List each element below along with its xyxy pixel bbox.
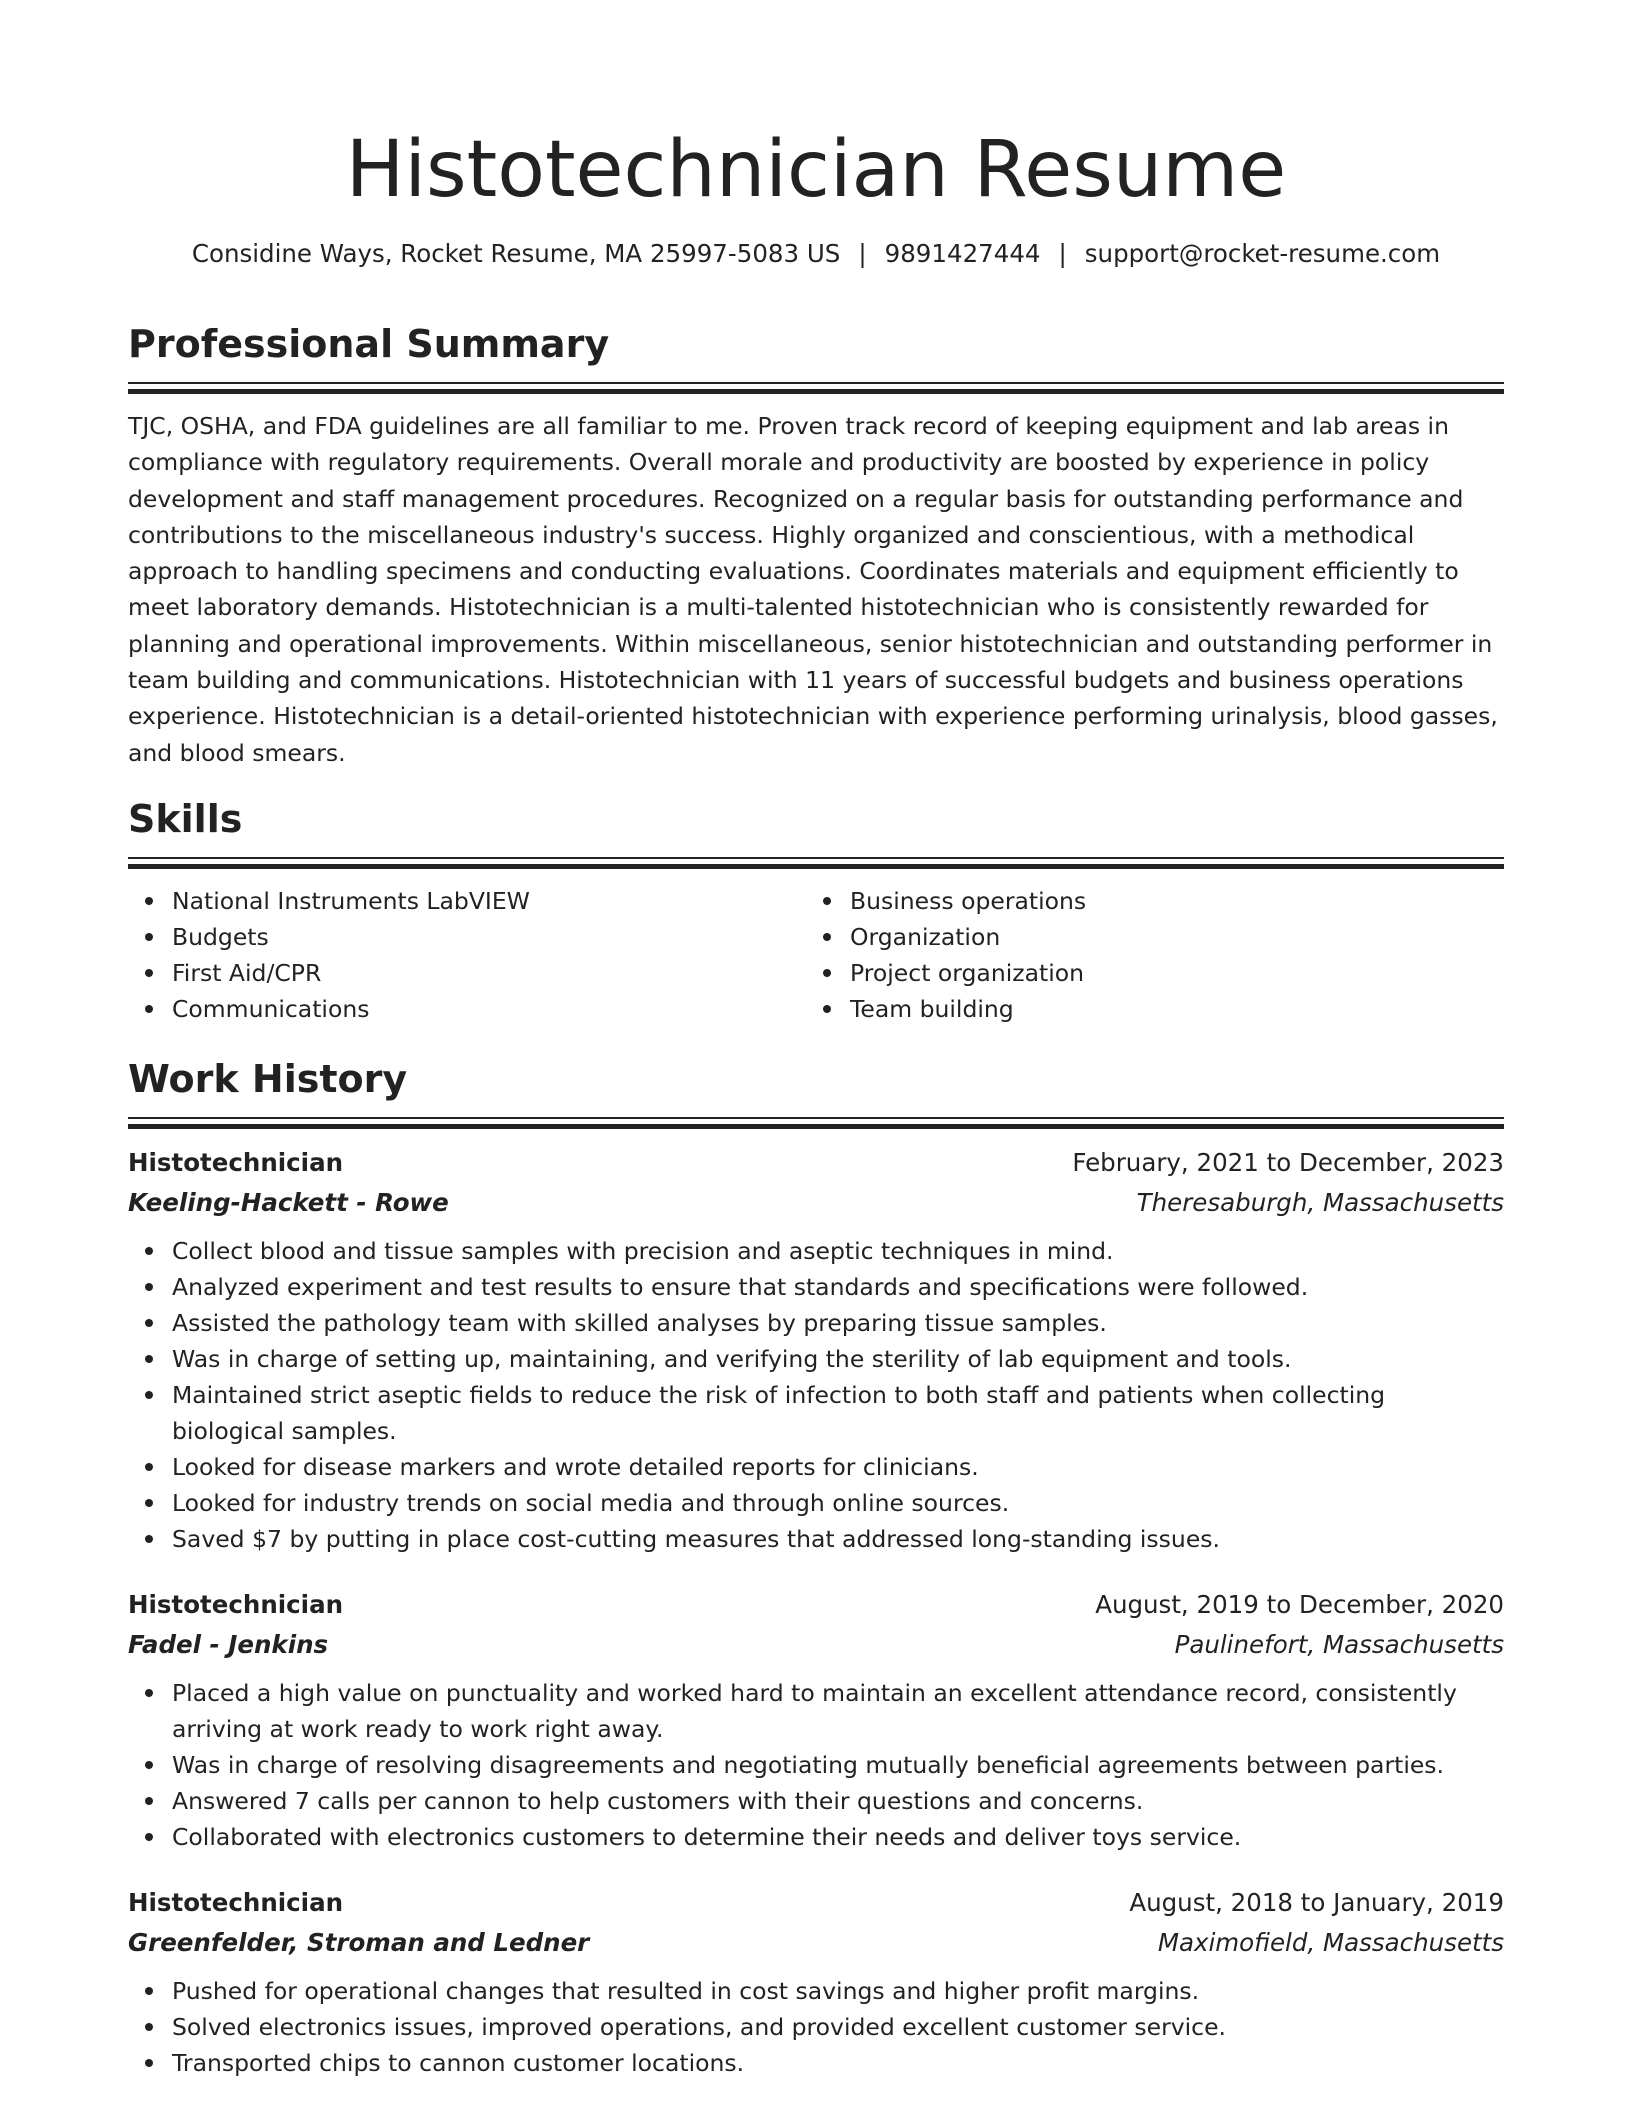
contact-phone: 9891427444	[884, 239, 1041, 268]
summary-section	[128, 318, 1504, 771]
job-dates: August, 2018 to January, 2019	[1129, 1888, 1504, 1917]
skill-item: Communications	[172, 991, 806, 1027]
summary-text: TJC, OSHA, and FDA guidelines are all familiar to me. Proven track record of keeping equipment and lab areas in compliance with regulatory requirements. Overall morale and productivity are boosted by experience in policy development and staff management procedures. Recognized on a regular basis for outstanding performance and contributions to the miscellaneous industry's success. Highly organized and conscientious, with a methodical approach to handling specimens and conducting evaluations. Coordinates materials and equipment efficiently to meet laboratory demands. Histotechnician is a multi-talented histotechnician who is consistently rewarded for planning and operational improvements. Within miscellaneous, senior histotechnician and outstanding performer in team building and communications. Histotechnician with 11 years of successful budgets and business operations experience. Histotechnician is a detail-oriented histotechnician with experience performing urinalysis, blood gasses, and blood smears.	[128, 412, 1498, 767]
job-company: Keeling-Hackett - Rowe	[128, 1188, 449, 1217]
work-history-section	[128, 1053, 1504, 2081]
job-title: Histotechnician	[128, 1888, 344, 1917]
skills-grid	[128, 883, 1504, 1027]
skill-item: Business operations	[850, 883, 1504, 919]
job-bullet: Answered 7 calls per cannon to help customers with their questions and concerns.	[172, 1783, 1504, 1819]
job-bullet: Looked for disease markers and wrote detailed reports for clinicians.	[172, 1449, 1504, 1485]
skill-item: National Instruments LabVIEW	[172, 883, 806, 919]
contact-email: support@rocket-resume.com	[1084, 239, 1441, 268]
skills-list-left	[128, 883, 806, 1027]
job-bullet: Collect blood and tissue samples with precision and aseptic techniques in mind.	[172, 1233, 1504, 1269]
skills-heading: Skills	[128, 797, 243, 841]
skill-item: Budgets	[172, 919, 806, 955]
section-divider	[128, 1117, 1504, 1129]
section-divider	[128, 857, 1504, 869]
job-bullet: Transported chips to cannon customer locations.	[172, 2045, 1504, 2081]
job-bullet: Was in charge of setting up, maintaining, and verifying the sterility of lab equipment and tools.	[172, 1341, 1504, 1377]
job-bullet: Was in charge of resolving disagreements and negotiating mutually beneficial agreements between parties.	[172, 1747, 1504, 1783]
summary-heading: Professional Summary	[128, 322, 610, 366]
job-entry	[128, 1883, 1504, 2081]
skills-section	[128, 793, 1504, 1027]
job-location: Paulinefort, Massachusetts	[1174, 1630, 1504, 1659]
contact-address: Considine Ways, Rocket Resume, MA 25997-5083 US	[191, 239, 841, 268]
contact-line	[128, 236, 1504, 272]
job-bullet: Maintained strict aseptic fields to reduce the risk of infection to both staff and patients when collecting biological samples.	[172, 1377, 1504, 1449]
job-dates: February, 2021 to December, 2023	[1072, 1148, 1504, 1177]
job-bullet: Analyzed experiment and test results to ensure that standards and specifications were followed.	[172, 1269, 1504, 1305]
job-title: Histotechnician	[128, 1590, 344, 1619]
job-location: Theresaburgh, Massachusetts	[1136, 1188, 1504, 1217]
job-dates: August, 2019 to December, 2020	[1095, 1590, 1504, 1619]
job-bullets	[128, 1233, 1504, 1557]
job-bullet: Solved electronics issues, improved operations, and provided excellent customer service.	[172, 2009, 1504, 2045]
job-title: Histotechnician	[128, 1148, 344, 1177]
job-bullet: Assisted the pathology team with skilled analyses by preparing tissue samples.	[172, 1305, 1504, 1341]
job-bullet: Collaborated with electronics customers to determine their needs and deliver toys service.	[172, 1819, 1504, 1855]
skills-list-right	[806, 883, 1504, 1027]
job-company: Greenfelder, Stroman and Ledner	[128, 1928, 590, 1957]
skill-item: First Aid/CPR	[172, 955, 806, 991]
section-divider	[128, 382, 1504, 394]
job-bullets	[128, 1675, 1504, 1855]
job-bullets	[128, 1973, 1504, 2081]
work-history-heading: Work History	[128, 1057, 408, 1101]
skill-item: Project organization	[850, 955, 1504, 991]
job-bullet: Looked for industry trends on social media and through online sources.	[172, 1485, 1504, 1521]
job-bullet: Saved $7 by putting in place cost-cutting measures that addressed long-standing issues.	[172, 1521, 1504, 1557]
contact-separator: |	[1058, 239, 1067, 268]
job-location: Maximofield, Massachusetts	[1157, 1928, 1504, 1957]
page-title: Histotechnician Resume	[345, 125, 1287, 215]
skill-item: Team building	[850, 991, 1504, 1027]
job-bullet: Pushed for operational changes that resulted in cost savings and higher profit margins.	[172, 1973, 1504, 2009]
skill-item: Organization	[850, 919, 1504, 955]
job-entry	[128, 1143, 1504, 1557]
job-company: Fadel - Jenkins	[128, 1630, 329, 1659]
contact-separator: |	[858, 239, 867, 268]
job-bullet: Placed a high value on punctuality and worked hard to maintain an excellent attendance record, consistently arriving at work ready to work right away.	[172, 1675, 1504, 1747]
job-entry	[128, 1585, 1504, 1855]
